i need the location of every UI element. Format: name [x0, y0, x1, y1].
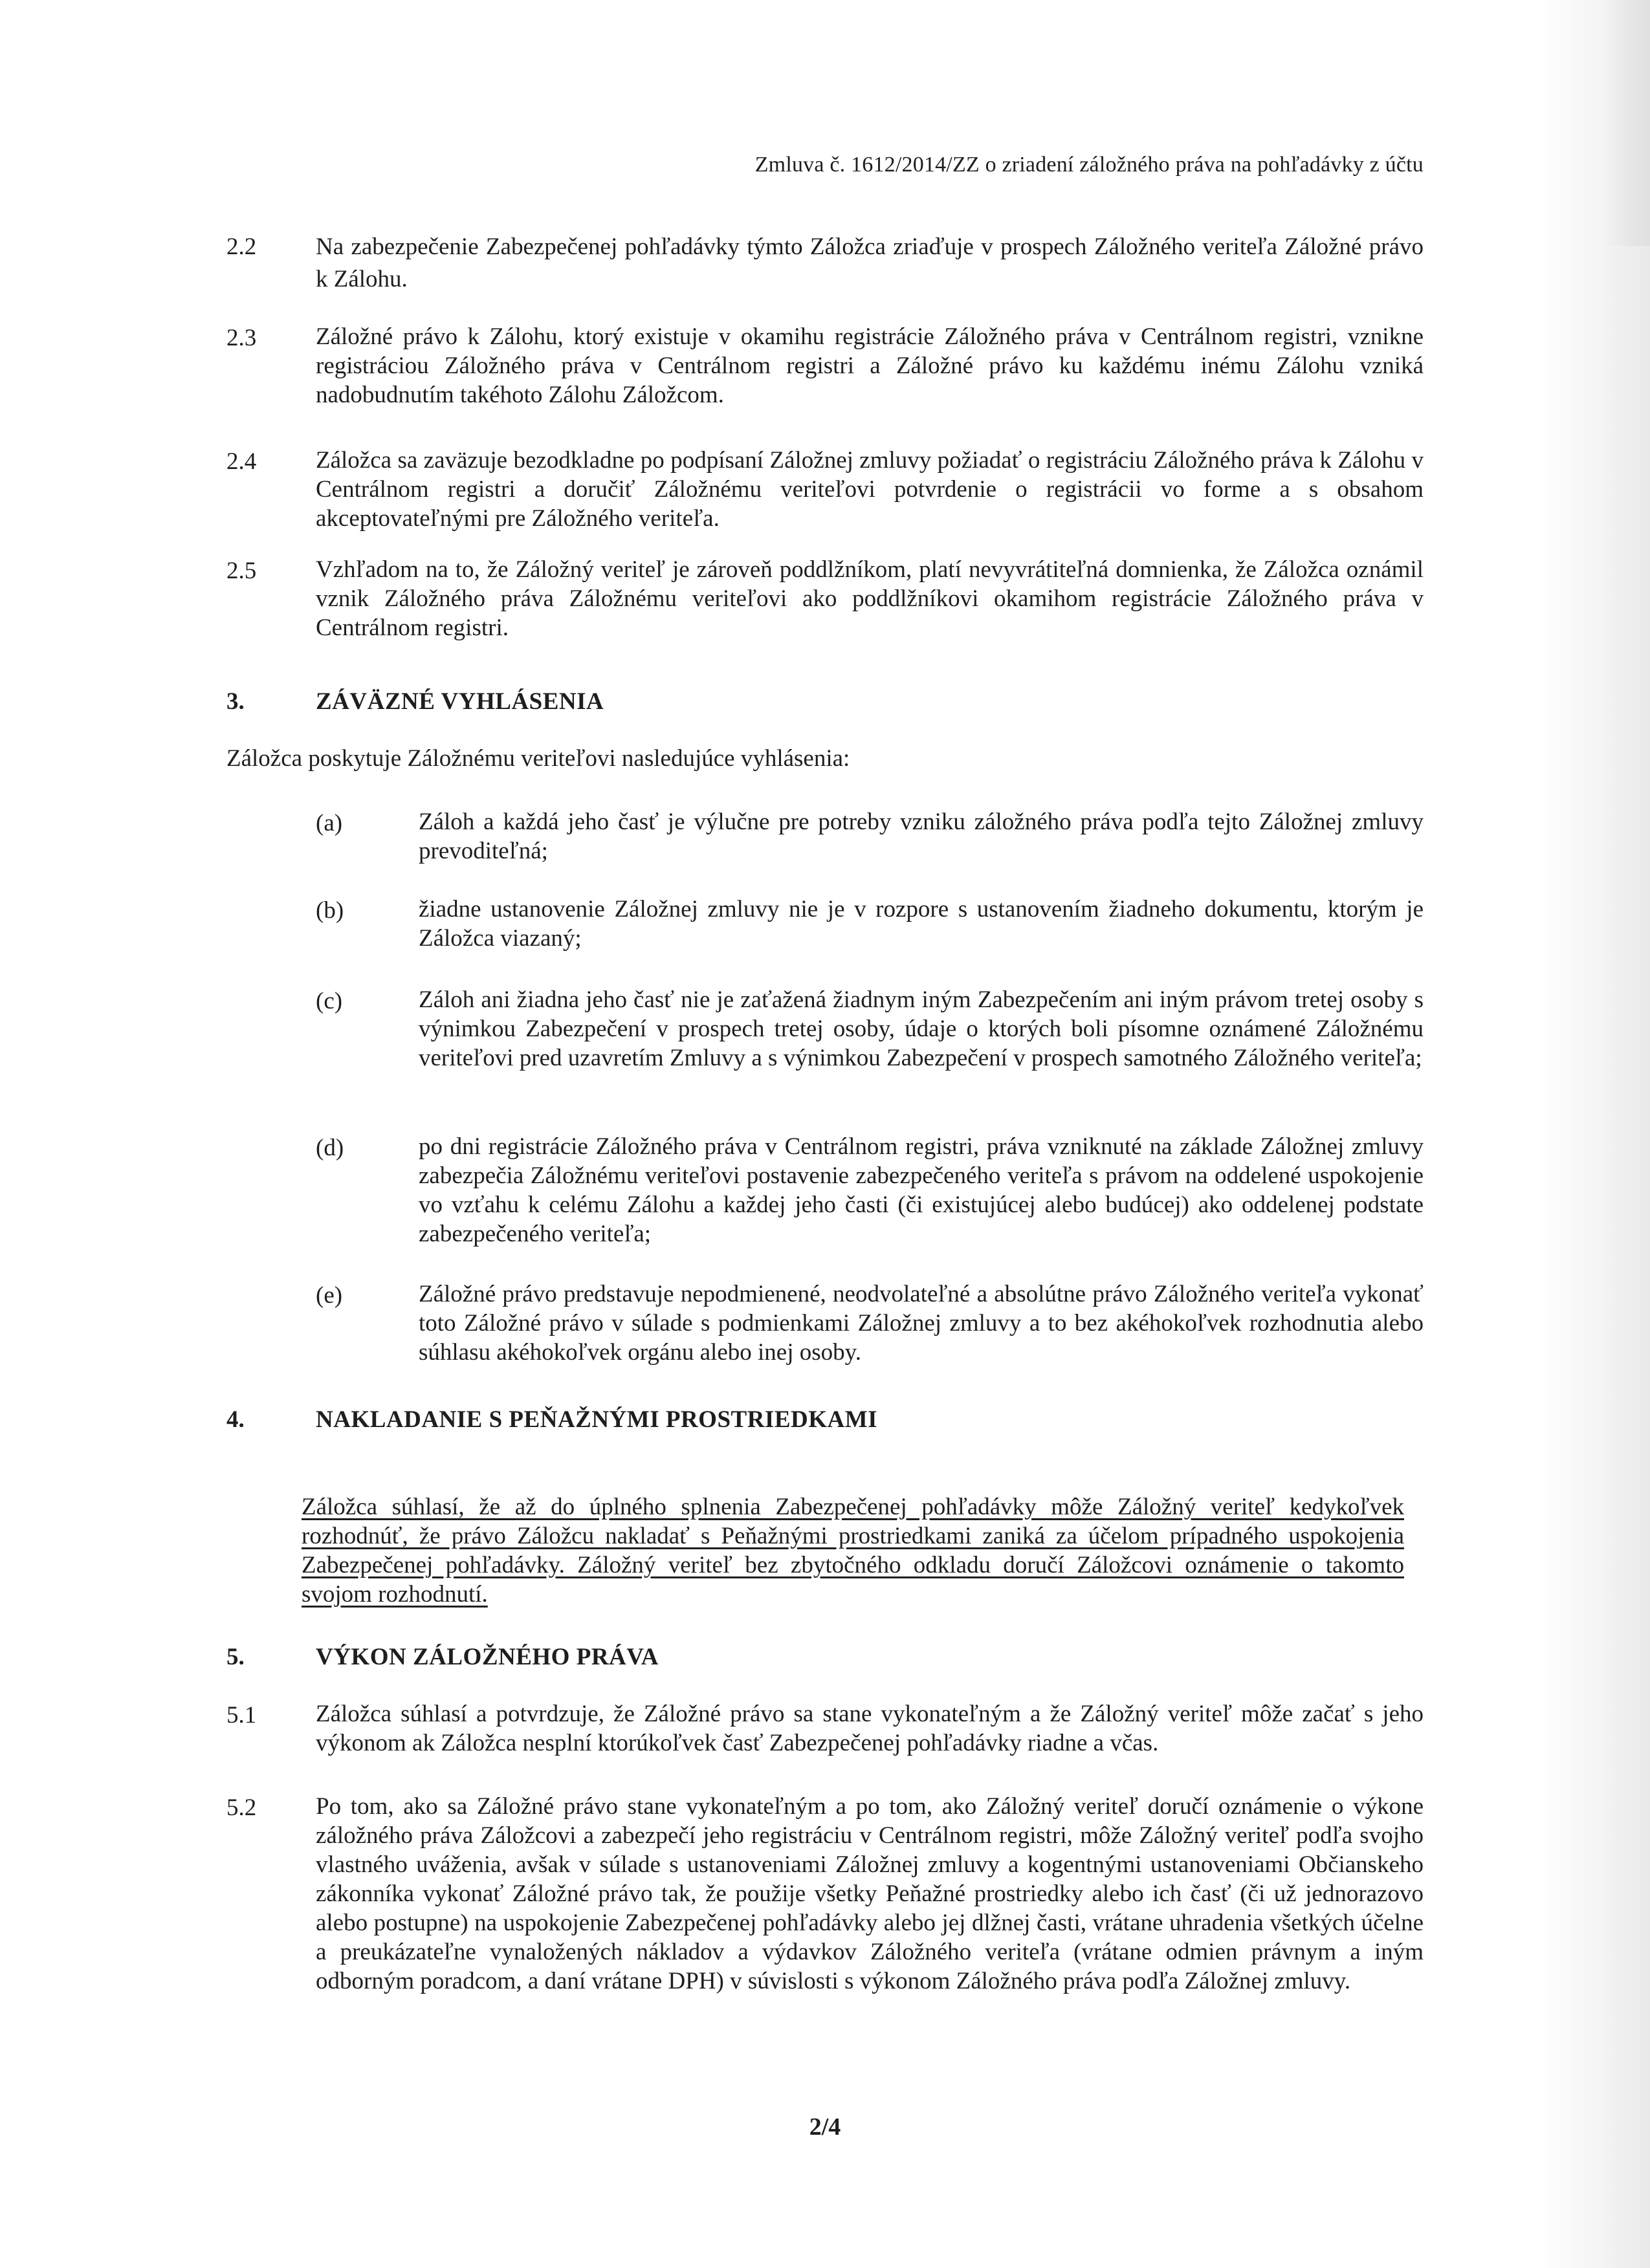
item-label: (d) [316, 1135, 344, 1161]
clause-number: 5.1 [226, 1702, 257, 1728]
section-number: 5. [226, 1644, 245, 1670]
item-label: (a) [316, 810, 343, 836]
item-label: (c) [316, 988, 343, 1014]
section-intro: Záložca poskytuje Záložnému veriteľovi nasledujúce vyhlásenia: [226, 745, 850, 772]
section-title: VÝKON ZÁLOŽNÉHO PRÁVA [316, 1644, 659, 1670]
page-number: 2/4 [809, 2113, 841, 2141]
section-number: 4. [226, 1406, 245, 1433]
clause-text: Vzhľadom na to, že Záložný veriteľ je zároveň poddlžníkom, platí nevyvrátiteľná domnienka, že Záložca oznámil vznik Záložného práva Záložnému veriteľovi ako poddlžníkovi okamihom registrácie Záložného práva v Centrálnom registri. [316, 556, 1424, 641]
page-header: Zmluva č. 1612/2014/ZZ o zriadení záložného práva na pohľadávky z účtu [754, 153, 1424, 177]
clause-text: Záložné právo k Zálohu, ktorý existuje v okamihu registrácie Záložného práva v Centrálnom registri, vznikne registráciou Záložného práva v Centrálnom registri a Záložné právo ku každému inému Zálohu vzniká nadobudnutím takéhoto Zálohu Záložcom. [316, 323, 1424, 408]
section-number: 3. [226, 688, 245, 715]
clause-number: 2.2 [226, 234, 257, 260]
clause-text: Záložca súhlasí a potvrdzuje, že Záložné právo sa stane vykonateľným a že Záložný veriteľ môže začať s jeho výkonom ak Záložca nesplní ktorúkoľvek časť Zabezpečenej pohľadávky riadne a včas. [316, 1701, 1424, 1756]
list-item: Záloh a každá jeho časť je výlučne pre potreby vzniku záložného práva podľa tejto Záložnej zmluvy prevoditeľná; [419, 809, 1424, 864]
item-label: (b) [316, 897, 344, 924]
list-item: žiadne ustanovenie Záložnej zmluvy nie je v rozpore s ustanovením žiadneho dokumentu, ktorým je Záložca viazaný; [419, 896, 1424, 952]
clause-number: 2.4 [226, 448, 257, 475]
list-item: Záloh ani žiadna jeho časť nie je zaťažená žiadnym iným Zabezpečením ani iným právom tretej osoby s výnimkou Zabezpečení v prospech tretej osoby, údaje o ktorých boli písomne oznámené Záložnému veriteľovi pred uzavretím Zmluvy a s výnimkou Zabezpečení v prospech samotného Záložného veriteľa; [419, 987, 1424, 1071]
clause-number: 5.2 [226, 1794, 257, 1821]
paper-fold-shadow [1605, 0, 1650, 246]
clause-number: 2.5 [226, 558, 257, 584]
list-item: po dni registrácie Záložného práva v Centrálnom registri, práva vzniknuté na základe Záložnej zmluvy zabezpečia Záložnému veriteľovi postavenie zabezpečeného veriteľa s právom na oddelené uspokojenie vo vzťahu k celému Zálohu a každej jeho časti (či existujúcej alebo budúcej) ako oddelenej podstate zabezpečeného veriteľa; [419, 1133, 1424, 1247]
list-item: Záložné právo predstavuje nepodmienené, neodvolateľné a absolútne právo Záložného veriteľa vykonať toto Záložné právo v súlade s podmienkami Záložnej zmluvy a to bez akéhokoľvek rozhodnutia alebo súhlasu akéhokoľvek orgánu alebo inej osoby. [419, 1281, 1424, 1366]
item-label: (e) [316, 1282, 343, 1309]
clause-text: Na zabezpečenie Zabezpečenej pohľadávky týmto Záložca zriaďuje v prospech Záložného veriteľa Záložné právo k Zálohu. [316, 234, 1424, 292]
clause-text: Po tom, ako sa Záložné právo stane vykonateľným a po tom, ako Záložný veriteľ doručí oznámenie o výkone záložného práva Záložcovi a zabezpečí jeho registráciu v Centrálnom registri, môže Záložný veriteľ podľa svojho vlastného uváženia, avšak v súlade s ustanoveniami Záložnej zmluvy a kogentnými ustanoveniami Občianskeho zákonníka vykonať Záložné právo tak, že použije všetky Peňažné prostriedky alebo ich časť (či už jednorazovo alebo postupne) na uspokojenie Zabezpečenej pohľadávky alebo jej dlžnej časti, vrátane uhradenia všetkých účelne a preukázateľne vynaložených nákladov a výdavkov Záložného veriteľa (vrátane odmien právnym a iným odborným poradcom, a daní vrátane DPH) v súvislosti s výkonom Záložného práva podľa Záložnej zmluvy. [316, 1793, 1424, 1994]
section-title: NAKLADANIE S PEŇAŽNÝMI PROSTRIEDKAMI [316, 1406, 878, 1433]
clause-text: Záložca sa zaväzuje bezodkladne po podpísaní Záložnej zmluvy požiadať o registráciu Záložného práva k Zálohu v Centrálnom registri a doručiť Záložnému veriteľovi potvrdenie o registrácii vo forme a s obsahom akceptovateľnými pre Záložného veriteľa. [316, 447, 1424, 532]
section-title: ZÁVÄZNÉ VYHLÁSENIA [316, 688, 604, 715]
clause-number: 2.3 [226, 325, 257, 351]
section-paragraph: Záložca súhlasí, že až do úplného splnenia Zabezpečenej pohľadávky môže Záložný veriteľ kedykoľvek rozhodnúť, že právo Záložcu nakladať s Peňažnými prostriedkami zaniká za účelom prípadného uspokojenia Zabezpečenej pohľadávky. Záložný veriteľ bez zbytočného odkladu doručí Záložcovi oznámenie o takomto svojom rozhodnutí. [302, 1494, 1404, 1608]
